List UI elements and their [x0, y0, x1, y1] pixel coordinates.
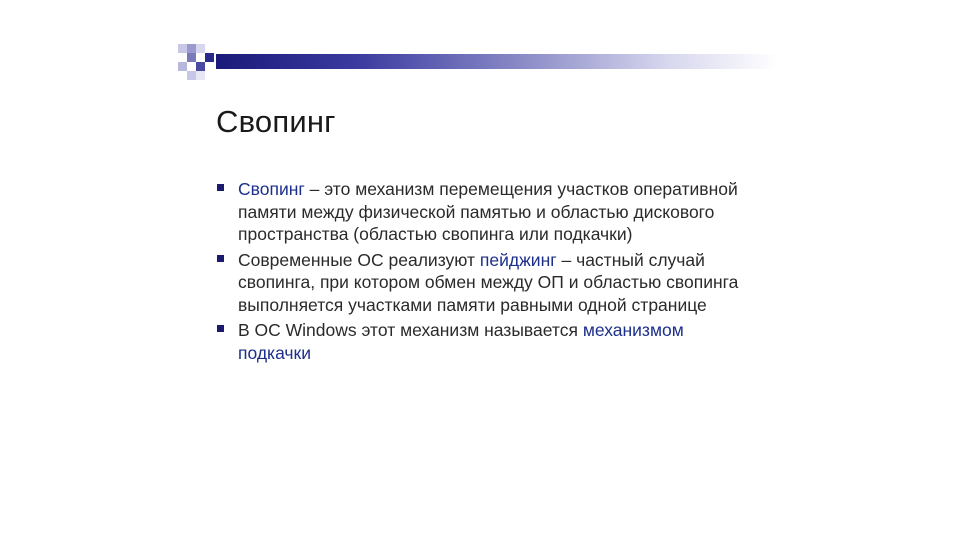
highlighted-term: Свопинг	[238, 179, 305, 199]
bullet-text	[238, 319, 756, 364]
bullet-item	[216, 178, 756, 246]
bullet-item	[216, 319, 756, 364]
header-gradient-bar	[216, 54, 778, 69]
bullet-list	[216, 178, 756, 367]
square-bullet-icon	[217, 325, 224, 332]
bullet-item	[216, 249, 756, 317]
deco-square	[187, 71, 196, 80]
deco-square	[187, 44, 196, 53]
bullet-text	[238, 249, 756, 317]
square-bullet-icon	[217, 184, 224, 191]
square-bullet-icon	[217, 255, 224, 262]
deco-square	[178, 53, 187, 62]
bullet-text-segment: – это механизм перемещения участков оперативной памяти между физической памятью и областью дискового пространства (областью свопинга или подкачки)	[238, 179, 738, 244]
bullet-text	[238, 178, 756, 246]
slide-title: Свопинг	[216, 104, 336, 139]
deco-square	[205, 53, 214, 62]
bullet-text-segment: В ОС Windows этот механизм называется	[238, 320, 583, 340]
highlighted-term: пейджинг	[479, 249, 557, 270]
deco-square	[196, 62, 205, 71]
deco-square	[178, 62, 187, 71]
bullet-text-segment: Современные ОС реализуют	[238, 249, 480, 270]
deco-square	[196, 71, 205, 80]
deco-square	[178, 44, 187, 53]
deco-square	[196, 44, 205, 53]
highlighted-term: механизмом подкачки	[238, 320, 684, 363]
header-decoration	[178, 44, 778, 82]
bullet-text-segment: – частный случай свопинга, при котором обмен между ОП и областью свопинга выполняется участками памяти равными одной странице	[238, 249, 739, 315]
deco-square	[187, 53, 196, 62]
